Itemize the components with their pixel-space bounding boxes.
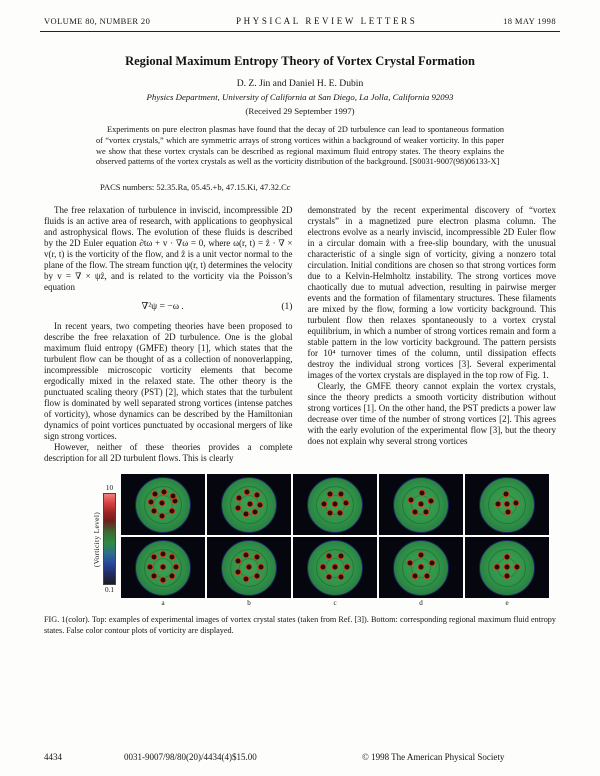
right-column (308, 205, 557, 464)
vorticity-disc (307, 540, 363, 596)
strong-vortex-dot (513, 563, 520, 570)
strong-vortex-dot (148, 499, 155, 506)
strong-vortex-dot (418, 552, 425, 559)
panel-grid (121, 474, 549, 598)
abstract: Experiments on pure electron plasmas have found that the decay of 2D turbulence can lead to spontaneous formation of “vortex crystals,” which are symmetric arrays of strong vortices within a background of weaker vorticity. In this paper we show that these vortex crystals can be described as regional maximum fluid entropy states. The theory explains the observed patterns of the vortex crystals as well as the vorticity distribution of the background. [S0031-9007(98)06133-X] (96, 125, 504, 167)
strong-vortex-dot (246, 563, 253, 570)
article-title: Regional Maximum Entropy Theory of Vortex Crystal Formation (125, 54, 475, 68)
strong-vortex-dot (150, 554, 157, 561)
body-columns (44, 205, 556, 464)
strong-vortex-dot (168, 508, 175, 515)
issue-date: 18 MAY 1998 (503, 16, 556, 26)
vorticity-disc (479, 477, 535, 533)
strong-vortex-dot (161, 488, 168, 495)
paragraph: However, neither of these theories provides a complete description for all 2D turbulent flows. This is clearly (44, 442, 293, 464)
strong-vortex-dot (152, 490, 159, 497)
strong-vortex-dot (326, 510, 333, 517)
strong-vortex-dot (327, 490, 334, 497)
figure-panel-bottom-5 (465, 537, 549, 598)
strong-vortex-dot (253, 553, 260, 560)
vorticity-disc (393, 540, 449, 596)
paragraph: In recent years, two competing theories have been proposed to describe the free relaxation of 2D turbulence. One is the global maximum fluid entropy (GMFE) theory [1], which states that the turbulent flow can be thought of as a collection of nonoverlapping, incompressible microscopic vorticity elements that become ergodically mixed in the relaxed state. The other theory is the punctuated scaling theory (PST) [2], which states that the turbulent flow is dominated by well separated strong vortices (intense patches of vorticity), whose dynamics can be described by the Hamiltonian dynamics of point vortices punctuated by occasional mergers of like sign strong vortices. (44, 321, 293, 442)
strong-vortex-dot (332, 500, 339, 507)
panel-label: a (161, 599, 165, 608)
paragraph: Clearly, the GMFE theory cannot explain the vortex crystals, since the theory predicts a smooth vorticity distribution without strong vortices [1]. On the other hand, the PST predicts a power law decrease over time of the number of strong vortices [2]. This agrees with the early evolution of the experimental flow [3], but the theory does not explain why several strong vortices (307, 381, 556, 447)
strong-vortex-dot (411, 572, 418, 579)
strong-vortex-dot (343, 563, 350, 570)
vorticity-disc (135, 540, 191, 596)
strong-vortex-dot (147, 563, 154, 570)
vorticity-disc (307, 477, 363, 533)
strong-vortex-dot (169, 572, 176, 579)
strong-vortex-dot (504, 509, 511, 516)
figure-panel-bottom-2 (207, 537, 291, 598)
strong-vortex-dot (234, 558, 241, 565)
author-affiliation: Physics Department, University of California at San Diego, La Jolla, California 92093 (146, 92, 454, 102)
strong-vortex-dot (169, 492, 176, 499)
figure-panel-bottom-1 (121, 537, 205, 598)
figure-panel-bottom-4 (379, 537, 463, 598)
panel-label: c (333, 599, 337, 608)
strong-vortex-dot (326, 573, 333, 580)
equation-number: (1) (281, 301, 293, 313)
figure-panel-top-1 (121, 474, 205, 535)
strong-vortex-dot (503, 491, 510, 498)
strong-vortex-dot (337, 553, 344, 560)
left-column (44, 205, 293, 464)
vorticity-disc (221, 477, 277, 533)
colorbar-scale (103, 484, 116, 594)
strong-vortex-dot (243, 551, 250, 558)
strong-vortex-dot (172, 563, 179, 570)
strong-vortex-dot (244, 489, 251, 496)
strong-vortex-dot (427, 497, 434, 504)
panel-label: d (419, 599, 423, 608)
strong-vortex-dot (320, 501, 327, 508)
paragraph: demonstrated by the recent experimental discovery of “vortex crystals” in a magnetized pure electron plasma column. The electrons evolve as a nearly inviscid, incompressible 2D Euler flow in a circular domain with a free-slip boundary, with the unusual characteristic of a single sign of vorticity, giving a nonzero total circulation. Initial conditions are chosen so that strong vortices form due to a Kelvin-Helmholtz instability. The strong vortices move chaotically due to mutual advection, resulting in pairwise merger events and the formation of filamentary structures. These filaments are mixed by the flow, forming a low vorticity background. This turbulent flow then relaxes spontaneously to a vortex crystal equilibrium, in which a number of strong vortices remain and form a stable pattern in the low vorticity background. The pattern persists for 10⁴ turnover times of the column, until dissipation effects destroy the individual strong vortices [3]. Several experimental images of the vortex crystals are displayed in the top row of Fig. 1. (307, 205, 556, 381)
vorticity-disc (135, 477, 191, 533)
panel-label: e (505, 599, 509, 608)
strong-vortex-dot (418, 563, 425, 570)
panel-label: b (247, 599, 251, 608)
strong-vortex-dot (494, 563, 501, 570)
strong-vortex-dot (512, 500, 519, 507)
strong-vortex-dot (320, 563, 327, 570)
strong-vortex-dot (242, 511, 249, 518)
figure-panel-bottom-3 (293, 537, 377, 598)
equation-formula: ∇²ψ = −ω . (141, 301, 184, 313)
strong-vortex-dot (504, 500, 511, 507)
received-date: (Received 29 September 1997) (245, 106, 355, 116)
colorbar-gradient (103, 493, 116, 585)
strong-vortex-dot (412, 509, 419, 516)
strong-vortex-dot (234, 569, 241, 576)
strong-vortex-dot (407, 497, 414, 504)
equation-1 (44, 301, 293, 313)
strong-vortex-dot (504, 553, 511, 560)
journal-title: PHYSICAL REVIEW LETTERS (236, 16, 418, 26)
vorticity-disc (393, 477, 449, 533)
strong-vortex-dot (246, 501, 253, 508)
strong-vortex-dot (243, 575, 250, 582)
figure-panel-top-5 (465, 474, 549, 535)
copyright-notice: © 1998 The American Physical Society (362, 752, 505, 762)
page-number: 4434 (44, 752, 62, 762)
strong-vortex-dot (424, 572, 431, 579)
strong-vortex-dot (407, 559, 414, 566)
colorbar (92, 484, 116, 594)
figure-panels (121, 474, 549, 607)
figure-panel-top-3 (293, 474, 377, 535)
strong-vortex-dot (419, 489, 426, 496)
strong-vortex-dot (235, 494, 242, 501)
strong-vortex-dot (336, 509, 343, 516)
figure-caption: FIG. 1(color). Top: examples of experimental images of vortex crystal states (taken from Ref. [3]). Bottom: corresponding regional maximum fluid entropy states. False color contour plots of vorticity are displayed. (44, 615, 556, 636)
strong-vortex-dot (235, 504, 242, 511)
strong-vortex-dot (252, 509, 259, 516)
vorticity-disc (479, 540, 535, 596)
author-names: D. Z. Jin and Daniel H. E. Dubin (236, 78, 364, 89)
figure-panel-top-4 (379, 474, 463, 535)
colorbar-max-tick: 10 (105, 484, 114, 493)
strong-vortex-dot (169, 554, 176, 561)
masthead (44, 16, 556, 26)
strong-vortex-dot (254, 491, 261, 498)
colorbar-axis-label: (Vorticity Level) (92, 511, 101, 567)
panel-label-row (121, 599, 549, 607)
strong-vortex-dot (159, 500, 166, 507)
page-footer (44, 752, 556, 762)
vorticity-disc (221, 540, 277, 596)
paragraph: The free relaxation of turbulence in inviscid, incompressible 2D fluids is an active area of research, with applications to geophysical and astrophysical flows. The evolution of these fluids is described by the 2D Euler equation ∂tω + v · ∇ω = 0, where ω(r, t) = ẑ · ∇ × v(r, t) is the vorticity of the flow, and ẑ is a unit vector normal to the plane of the flow. The stream function ψ(r, t) determines the velocity by v = ∇ × ψẑ, and is related to the vorticity via the Poisson’s equation (44, 205, 293, 293)
strong-vortex-dot (160, 576, 167, 583)
strong-vortex-dot (423, 508, 430, 515)
strong-vortex-dot (150, 572, 157, 579)
copyright-code: 0031-9007/98/80(20)/4434(4)$15.00 (124, 752, 257, 762)
strong-vortex-dot (504, 573, 511, 580)
strong-vortex-dot (342, 499, 349, 506)
volume-info: VOLUME 80, NUMBER 20 (44, 16, 151, 26)
strong-vortex-dot (151, 507, 158, 514)
strong-vortex-dot (257, 501, 264, 508)
strong-vortex-dot (418, 501, 425, 508)
strong-vortex-dot (160, 550, 167, 557)
colorbar-min-tick: 0.1 (105, 586, 114, 595)
strong-vortex-dot (337, 573, 344, 580)
strong-vortex-dot (428, 559, 435, 566)
strong-vortex-dot (332, 563, 339, 570)
figure-1 (92, 474, 556, 607)
figure-panel-top-2 (207, 474, 291, 535)
strong-vortex-dot (494, 501, 501, 508)
strong-vortex-dot (338, 491, 345, 498)
masthead-rule (40, 31, 560, 32)
strong-vortex-dot (258, 563, 265, 570)
strong-vortex-dot (504, 563, 511, 570)
strong-vortex-dot (160, 563, 167, 570)
strong-vortex-dot (326, 553, 333, 560)
pacs-numbers: PACS numbers: 52.35.Ra, 05.45.+b, 47.15.Ki, 47.32.Cc (100, 182, 291, 193)
strong-vortex-dot (253, 573, 260, 580)
strong-vortex-dot (158, 512, 165, 519)
